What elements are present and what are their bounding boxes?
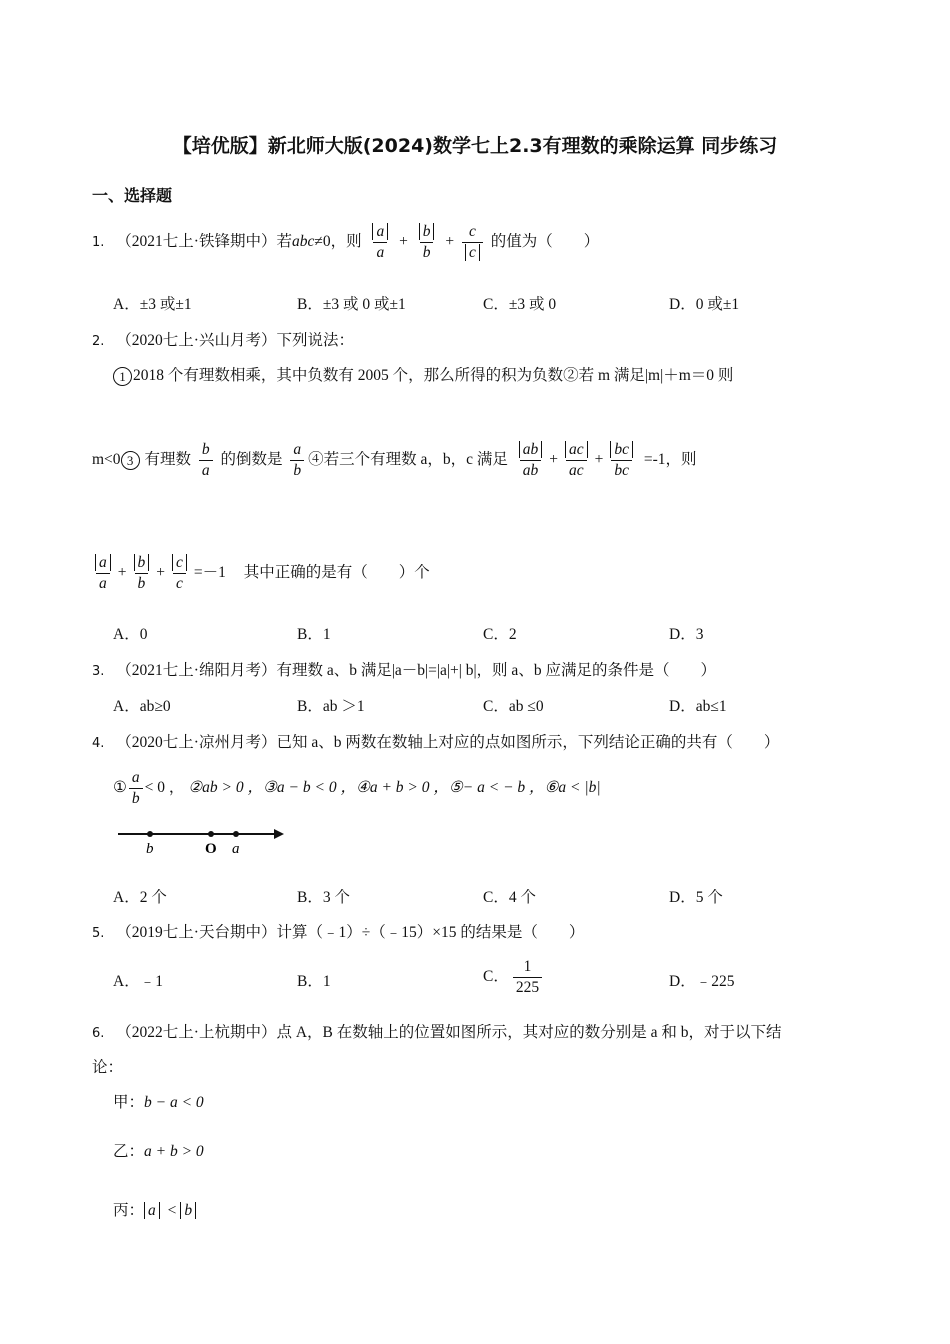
page-title: 【培优版】新北师大版(2024)数学七上2.3有理数的乘除运算 同步练习 (172, 135, 778, 157)
fraction: $\frac{ab}{ab}$ (516, 440, 546, 481)
statement-text: 2018 个有理数相乘，其中负数有 2005 个，那么所得的积为负数②若 m 满足|m|＋m＝0 则 (133, 367, 734, 384)
statement-text: 有理数 (144, 451, 191, 468)
conclusion-bing (113, 1198, 196, 1220)
plus-sign: + (445, 233, 455, 251)
question-text: （2020七上·凉州月考）已知 a、b 两数在数轴上对应的点如图所示，下列结论正确的共有（ ） (116, 734, 780, 751)
circled-number: 3 (121, 451, 140, 470)
conclusion-label: 丙： (113, 1202, 145, 1219)
fraction: $\frac{a}{b}$ (290, 440, 304, 481)
label-a: a (232, 841, 240, 857)
option-b[interactable]: B．ab ＞1 (297, 698, 365, 715)
abs-value: b (180, 1202, 196, 1219)
option-a[interactable]: A．﹣1 (113, 973, 163, 990)
statement-text: ④若三个有理数 a，b，c 满足 (308, 451, 508, 468)
less-than: < (167, 1202, 177, 1219)
circled-number: ① (113, 779, 127, 796)
fraction: $\frac{b}{b}$ (416, 222, 438, 263)
option-b[interactable]: B．1 (297, 973, 331, 990)
question-text: （2019七上·天台期中）计算（﹣1）÷（﹣15）×15 的结果是（ ） (116, 924, 585, 941)
question-tail: 的值为（ ） (490, 233, 600, 251)
fraction: $\frac{c}{c}$ (169, 553, 190, 594)
option-b[interactable]: B．±3 或 0 或±1 (297, 296, 406, 313)
question-text: ≠0，则 (314, 233, 362, 251)
fraction: $\frac{c}{c}$ (462, 222, 483, 263)
question-4 (92, 730, 779, 752)
question-number: 5. (92, 926, 105, 941)
option-a[interactable]: A．2 个 (113, 889, 167, 906)
arrow-icon (274, 829, 284, 839)
plus-sign: + (399, 233, 408, 251)
conclusion-math: a + b > 0 (144, 1143, 204, 1160)
option-b[interactable]: B．1 (297, 626, 331, 643)
option-a[interactable]: A．ab≥0 (113, 698, 171, 715)
statement-text: =-1，则 (643, 451, 697, 468)
fraction: $\frac{a}{a}$ (92, 553, 114, 594)
option-c[interactable]: C．4 个 (483, 889, 536, 906)
conclusion-label: 甲： (113, 1094, 145, 1111)
conclusion-text: < 0 ， (144, 779, 185, 796)
option-c[interactable]: C．ab ≤0 (483, 698, 544, 715)
statement-line-2: m<0 3 有理数 $\frac{b}{a}$ 的倒数是 $\frac{a}{b}$ ④若三个有理数 a，b，c 满足 $\frac{ab}{ab}$ + $\frac{ac}{ac}$ + $\frac{bc}{bc}$ =-1，则 (92, 440, 697, 479)
statement-text: m<0 (92, 451, 121, 468)
fraction: $\frac{bc}{bc}$ (607, 440, 636, 481)
option-d[interactable]: D．3 (669, 626, 704, 643)
question-tail: 其中正确的是有（ ）个 (243, 564, 430, 581)
statement-line-3: $\frac{a}{a}$ + $\frac{b}{b}$ + $\frac{c}{c}$ =－1 其中正确的是有（ ）个 (92, 551, 430, 595)
option-c[interactable] (483, 955, 546, 999)
abs-value: a (144, 1202, 160, 1219)
option-d[interactable]: D．﹣225 (669, 973, 735, 990)
option-b[interactable]: B．3 个 (297, 889, 350, 906)
question-number: 3. (92, 664, 105, 679)
option-label: C． (483, 968, 509, 985)
option-c[interactable]: C．2 (483, 626, 517, 643)
question-text: （2021七上·绵阳月考）有理数 a、b 满足|a－b|=|a|+| b|，则 a、b 应满足的条件是（ ） (116, 662, 716, 679)
statement-line-1 (113, 363, 733, 386)
conclusion-text: ②ab > 0 ，③a − b < 0 ，④a + b > 0 ，⑤− a < − b ，⑥a < |b| (188, 779, 601, 796)
question-5 (92, 920, 584, 942)
section-heading: 一、选择题 (92, 186, 173, 205)
question-source: （2021七上·铁锋期中）若 (116, 233, 292, 251)
question-text-continued: 论： (92, 1059, 124, 1076)
label-o: O (205, 841, 217, 857)
label-b: b (146, 841, 154, 857)
question-6 (92, 1020, 781, 1042)
option-d[interactable]: D．5 个 (669, 889, 723, 906)
fraction: $\frac{b}{a}$ (199, 440, 213, 481)
question-number: 6. (92, 1026, 105, 1041)
equation-result: =－1 (193, 564, 226, 581)
circled-number: 1 (113, 367, 132, 386)
point-b (147, 831, 153, 837)
option-d[interactable]: D．0 或±1 (669, 296, 740, 313)
question-source: （2020七上·兴山月考）下列说法： (116, 332, 354, 349)
option-a[interactable]: A．0 (113, 626, 148, 643)
fraction: $\frac{b}{b}$ (131, 553, 153, 594)
conclusions-line (113, 766, 601, 810)
number-line-figure (114, 823, 290, 857)
option-a[interactable]: A．±3 或±1 (113, 296, 192, 313)
conclusion-jia (113, 1090, 204, 1112)
conclusion-label: 乙： (113, 1143, 145, 1160)
math-abc: abc (291, 233, 315, 251)
conclusion-math: b − a < 0 (144, 1094, 204, 1111)
question-text: （2022七上·上杭期中）点 A，B 在数轴上的位置如图所示，其对应的数分别是 a 和 b，对于以下结 (116, 1024, 782, 1041)
question-1 (92, 222, 599, 263)
question-number: 1. (92, 235, 105, 251)
option-d[interactable]: D．ab≤1 (669, 698, 727, 715)
fraction: $\frac{a}{b}$ (129, 768, 143, 809)
point-o (208, 831, 214, 837)
point-a (233, 831, 239, 837)
question-3 (92, 658, 716, 680)
question-number: 2. (92, 334, 105, 349)
question-2 (92, 328, 354, 350)
option-c[interactable]: C．±3 或 0 (483, 296, 557, 313)
conclusion-yi (113, 1139, 204, 1161)
question-number: 4. (92, 736, 105, 751)
fraction: $\frac{1}{225}$ (513, 957, 542, 998)
fraction: $\frac{a}{a}$ (369, 222, 391, 263)
fraction: $\frac{ac}{ac}$ (562, 440, 591, 481)
statement-text: 的倒数是 (220, 451, 283, 468)
